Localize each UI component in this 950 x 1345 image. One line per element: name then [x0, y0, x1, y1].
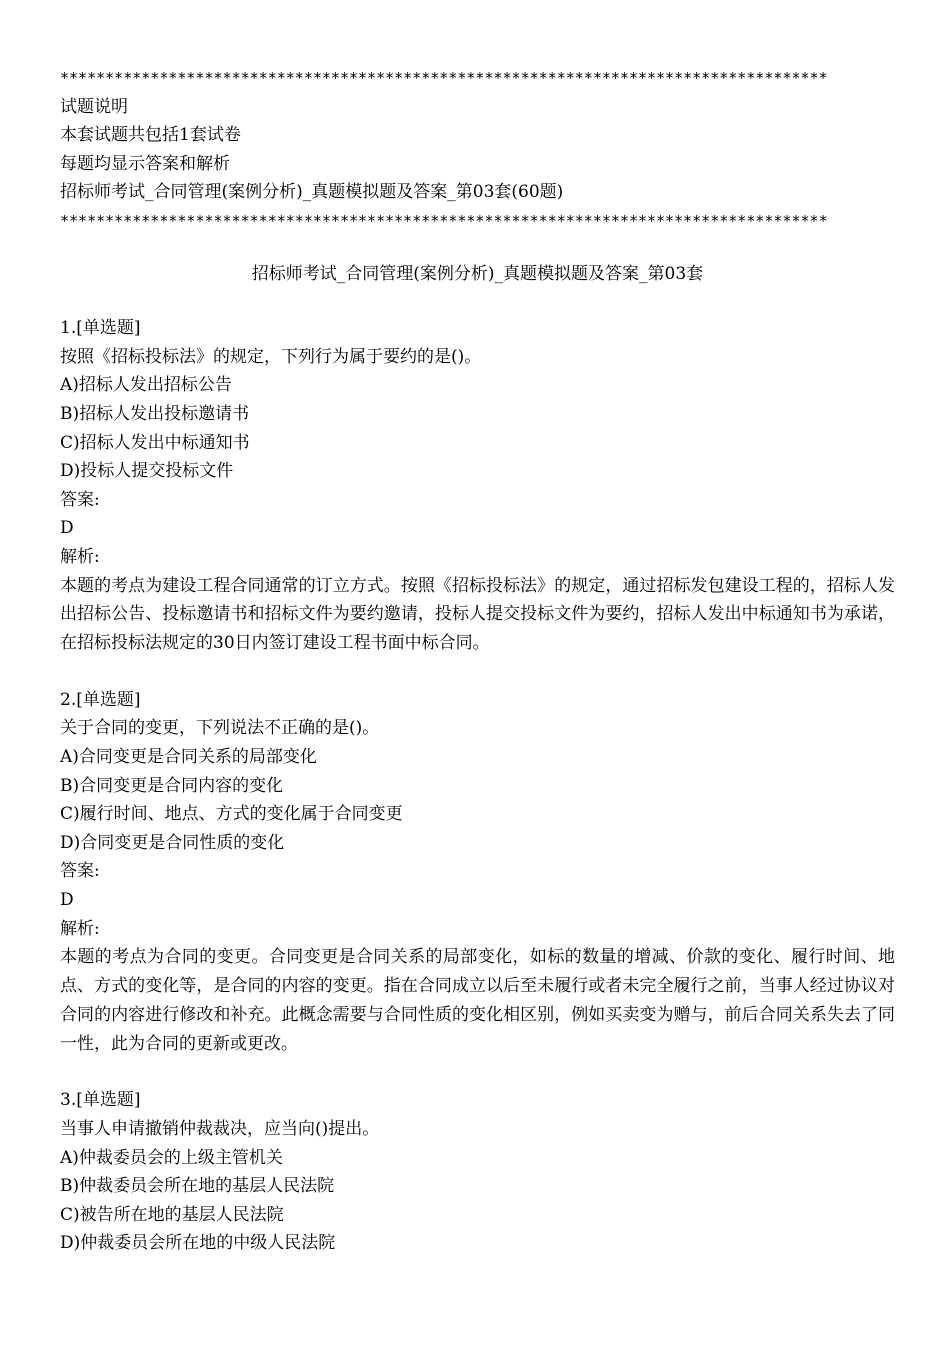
intro-line-2: 本套试题共包括1套试卷 — [60, 125, 241, 146]
option-d: D)仲裁委员会所在地的中级人民法院 — [60, 1233, 336, 1254]
question-number: 3.[单选题] — [60, 1090, 141, 1111]
option-d: D)投标人提交投标文件 — [60, 461, 234, 482]
intro-line-1: 试题说明 — [60, 96, 128, 117]
answer-label: 答案: — [60, 861, 100, 882]
option-c: C)招标人发出中标通知书 — [60, 432, 250, 453]
answer-label: 答案: — [60, 489, 100, 510]
intro-line-3: 每题均显示答案和解析 — [60, 153, 230, 174]
option-a: A)招标人发出招标公告 — [60, 375, 232, 396]
option-c: C)被告所在地的基层人民法院 — [60, 1204, 284, 1225]
document-title: 招标师考试_合同管理(案例分析)_真题模拟题及答案_第03套 — [251, 263, 704, 284]
question-number: 1.[单选题] — [60, 318, 141, 339]
question-stem: 按照《招标投标法》的规定，下列行为属于要约的是()。 — [60, 346, 482, 367]
option-b: B)合同变更是合同内容的变化 — [60, 775, 284, 796]
option-c: C)履行时间、地点、方式的变化属于合同变更 — [60, 804, 403, 825]
analysis-text: 本题的考点为合同的变更。合同变更是合同关系的局部变化，如标的数量的增减、价款的变化、履行时间、地点、方式的变化等，是合同的内容的变更。指在合同成立以后至未履行或者未完全履行之前，当事人经过协议对合同的内容进行修改和补充。此概念需要与合同性质的变化相区别，例如买卖变为赠与，前后合同关系失去了同一性，此为合同的更新或更改。 — [60, 947, 895, 1054]
option-a: A)仲裁委员会的上级主管机关 — [60, 1147, 283, 1168]
question-stem: 关于合同的变更，下列说法不正确的是()。 — [60, 718, 380, 739]
option-b: B)招标人发出投标邀请书 — [60, 403, 250, 424]
question-stem: 当事人申请撤销仲裁裁决，应当向()提出。 — [60, 1119, 380, 1140]
answer-value: D — [60, 890, 74, 911]
question-1 — [60, 314, 895, 658]
analysis-label: 解析: — [60, 918, 100, 939]
analysis-label: 解析: — [60, 546, 100, 567]
option-a: A)合同变更是合同关系的局部变化 — [60, 747, 317, 768]
intro-line-4: 招标师考试_合同管理(案例分析)_真题模拟题及答案_第03套(60题) — [60, 182, 564, 203]
option-d: D)合同变更是合同性质的变化 — [60, 832, 285, 853]
document-page — [60, 64, 895, 1286]
question-3 — [60, 1086, 895, 1258]
option-b: B)仲裁委员会所在地的基层人民法院 — [60, 1176, 335, 1197]
answer-value: D — [60, 518, 74, 539]
separator-stars-top: ************************************************************************************* — [60, 69, 828, 87]
separator-stars-bottom: ************************************************************************************* — [60, 211, 828, 230]
question-2 — [60, 686, 895, 1059]
analysis-text: 本题的考点为建设工程合同通常的订立方式。按照《招标投标法》的规定，通过招标发包建设工程的，招标人发出招标公告、投标邀请书和招标文件为要约邀请，投标人提交投标文件为要约，招标人发出中标通知书为承诺，在招标投标法规定的30日内签订建设工程书面中标合同。 — [60, 575, 895, 654]
question-number: 2.[单选题] — [60, 689, 141, 710]
